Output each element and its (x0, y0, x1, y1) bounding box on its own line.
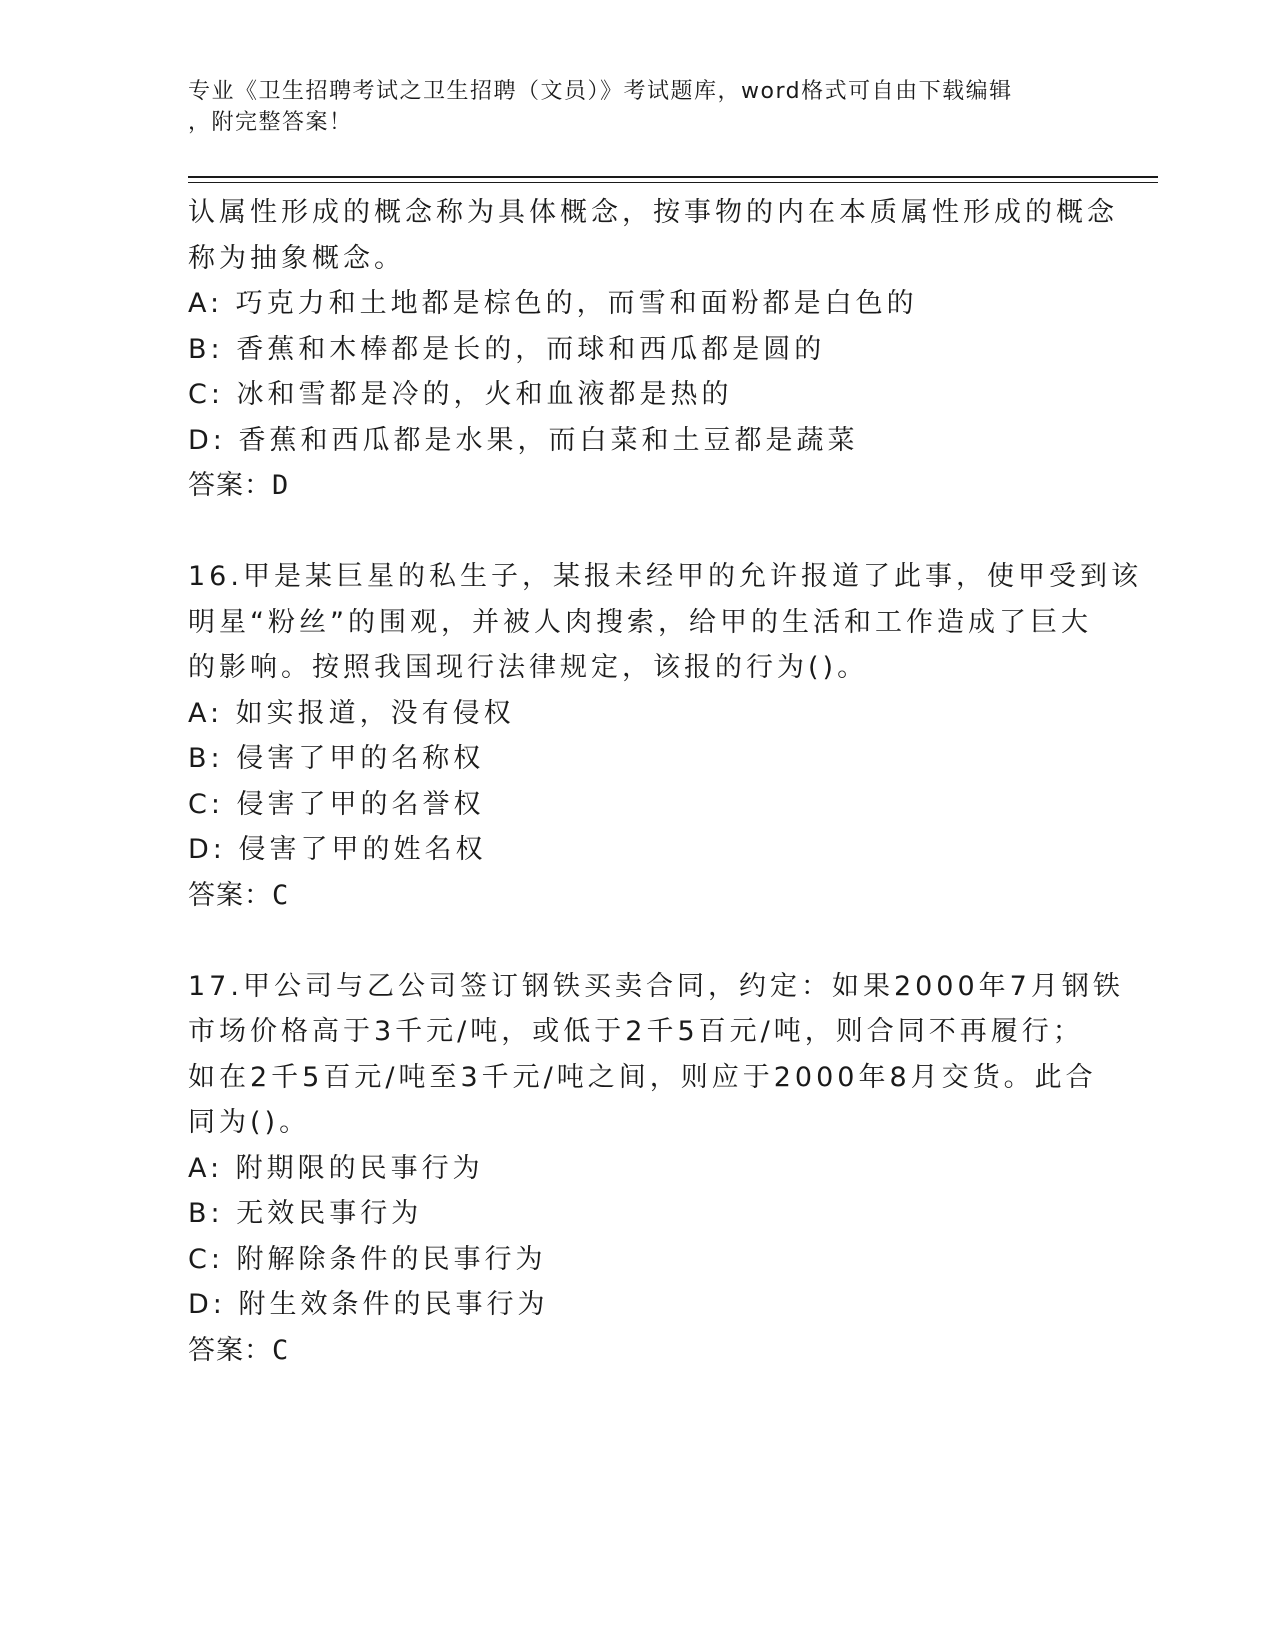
option-a: A: 如实报道，没有侵权 (188, 697, 515, 729)
question-list (188, 190, 1142, 1373)
question-16 (188, 554, 1142, 918)
option-d: D: 侵害了甲的姓名权 (188, 834, 487, 865)
header-line-2: ，附完整答案！ (188, 110, 353, 135)
option-a: A: 巧克力和土地都是棕色的，而雪和面粉都是白色的 (188, 288, 918, 319)
question-text-line: 称为抽象概念。 (188, 242, 405, 274)
question-text-line: 的影响。按照我国现行法律规定，该报的行为()。 (188, 652, 869, 683)
question-15-continued (188, 190, 1118, 509)
header-rule-thin (188, 182, 1158, 183)
question-text-line: 如在2千5百元/吨至3千元/吨之间，则应于2000年8月交货。此合 (188, 1061, 1097, 1093)
option-c: C: 冰和雪都是冷的，火和血液都是热的 (188, 379, 733, 410)
header-line-1: 专业《卫生招聘考试之卫生招聘（文员）》考试题库，word格式可自由下载编辑 (188, 79, 1013, 104)
question-text-line: 明星“粉丝”的围观，并被人肉搜索，给甲的生活和工作造成了巨大 (188, 606, 1092, 638)
answer-label: 答案：D (188, 470, 290, 501)
spacer (188, 918, 1088, 964)
answer-label: 答案：C (188, 879, 290, 911)
question-text-line: 16.甲是某巨星的私生子，某报未经甲的允许报道了此事，使甲受到该 (188, 561, 1142, 592)
question-text-line: 17.甲公司与乙公司签订钢铁买卖合同，约定：如果2000年7月钢铁 (188, 970, 1124, 1002)
answer-label: 答案：C (188, 1334, 290, 1366)
header-rule-thick (188, 176, 1158, 178)
question-17 (188, 964, 1124, 1374)
question-text-line: 认属性形成的概念称为具体概念，按事物的内在本质属性形成的概念 (188, 197, 1118, 228)
option-c: C: 侵害了甲的名誉权 (188, 788, 485, 820)
question-text-line: 同为()。 (188, 1107, 311, 1138)
option-d: D: 香蕉和西瓜都是水果，而白菜和土豆都是蔬菜 (188, 424, 859, 456)
option-b: B: 香蕉和木棒都是长的，而球和西瓜都是圆的 (188, 333, 826, 365)
spacer (188, 509, 1088, 555)
question-text-line: 市场价格高于3千元/吨，或低于2千5百元/吨，则合同不再履行； (188, 1016, 1084, 1047)
option-a: A: 附期限的民事行为 (188, 1152, 484, 1184)
option-b: B: 无效民事行为 (188, 1198, 423, 1229)
option-b: B: 侵害了甲的名称权 (188, 743, 485, 774)
option-d: D: 附生效条件的民事行为 (188, 1289, 549, 1320)
page-header (188, 76, 1088, 138)
option-c: C: 附解除条件的民事行为 (188, 1243, 547, 1275)
